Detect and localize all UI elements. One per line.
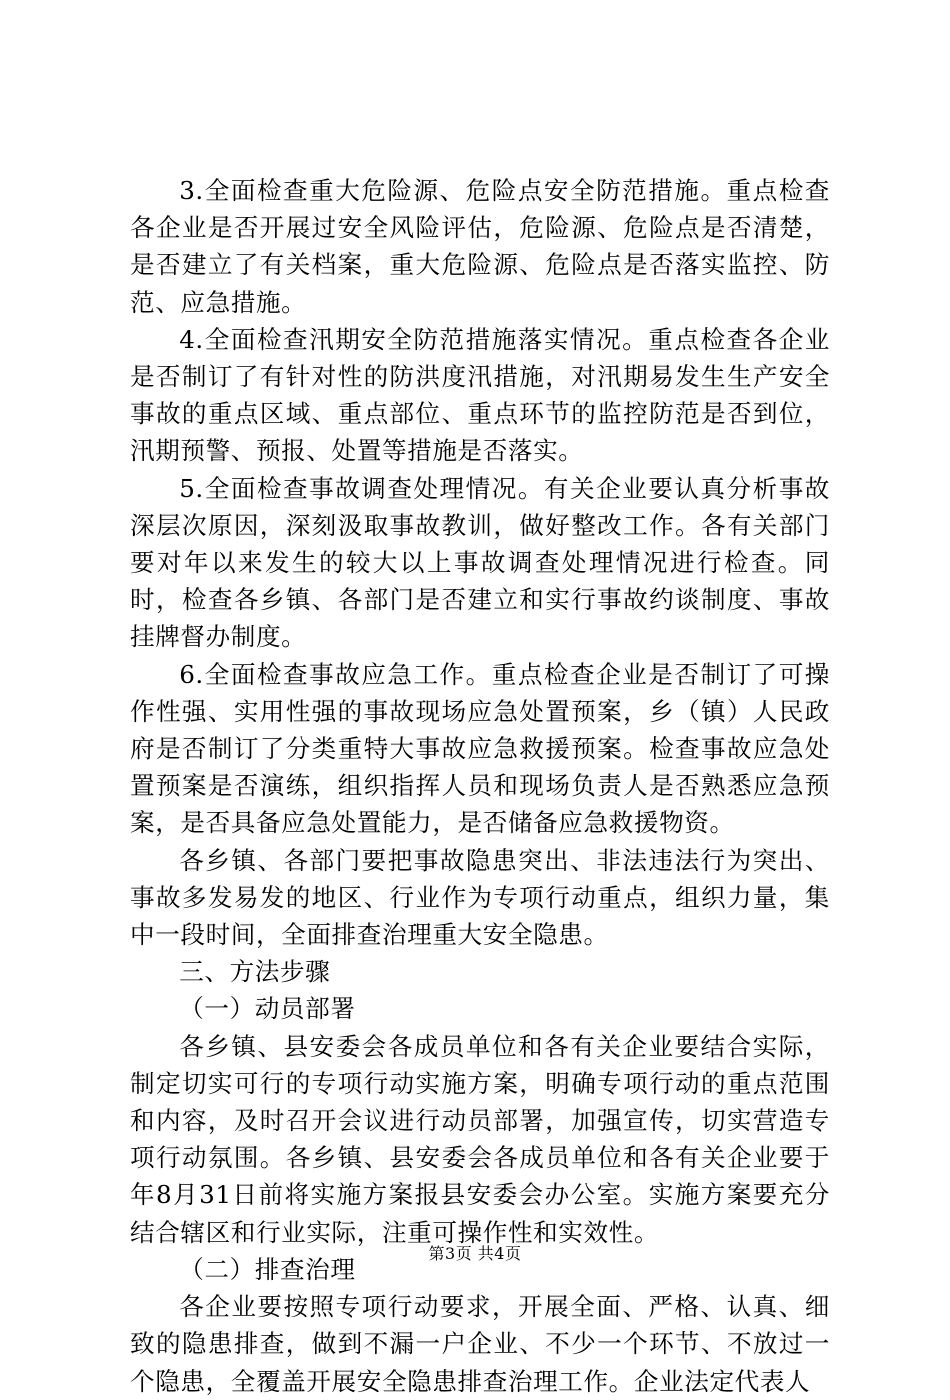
paragraph-inspection: 各企业要按照专项行动要求，开展全面、严格、认真、细致的隐患排查，做到不漏一户企业、不少一个环节、不放过一个隐患，全覆盖开展安全隐患排查治理工作。企业法定代表人 bbox=[130, 1292, 830, 1396]
paragraph-summary: 各乡镇、各部门要把事故隐患突出、非法违法行为突出、事故多发易发的地区、行业作为专项行动重点，组织力量，集中一段时间，全面排查治理重大安全隐患。 bbox=[130, 845, 830, 950]
section-heading-methods: 三、方法步骤 bbox=[179, 957, 331, 987]
document-body bbox=[130, 172, 830, 1400]
page-number-footer: 第3页 共4页 bbox=[428, 1244, 522, 1263]
paragraph-item-6: 6.全面检查事故应急工作。重点检查企业是否制订了可操作性强、实用性强的事故现场应急处置预案，乡（镇）人民政府是否制订了分类重特大事故应急救援预案。检查事故应急处置预案是否演练，组织指挥人员和现场负责人是否熟悉应急预案，是否具备应急处置能力，是否储备应急救援物资。 bbox=[130, 659, 830, 838]
paragraph-item-5: 5.全面检查事故调查处理情况。有关企业要认真分析事故深层次原因，深刻汲取事故教训，做好整改工作。各有关部门要对年以来发生的较大以上事故调查处理情况进行检查。同时，检查各乡镇、各部门是否建立和实行事故约谈制度、事故挂牌督办制度。 bbox=[130, 473, 830, 652]
subheading-mobilization: （一）动员部署 bbox=[179, 994, 356, 1024]
paragraph-item-3: 3.全面检查重大危险源、危险点安全防范措施。重点检查各企业是否开展过安全风险评估，危险源、危险点是否清楚，是否建立了有关档案，重大危险源、危险点是否落实监控、防范、应急措施。 bbox=[130, 176, 830, 317]
paragraph-item-4: 4.全面检查汛期安全防范措施落实情况。重点检查各企业是否制订了有针对性的防洪度汛措施，对汛期易发生生产安全事故的重点区域、重点部位、重点环节的监控防范是否到位，汛期预警、预报、处置等措施是否落实。 bbox=[130, 324, 830, 466]
subheading-inspection: （二）排查治理 bbox=[179, 1254, 356, 1284]
paragraph-mobilization: 各乡镇、县安委会各成员单位和各有关企业要结合实际，制定切实可行的专项行动实施方案，明确专项行动的重点范围和内容，及时召开会议进行动员部署，加强宣传，切实营造专项行动氛围。各乡镇、县安委会各成员单位和各有关企业要于年8月31日前将实施方案报县安委会办公室。实施方案要充分结合辖区和行业实际，注重可操作性和实效性。 bbox=[130, 1031, 830, 1247]
